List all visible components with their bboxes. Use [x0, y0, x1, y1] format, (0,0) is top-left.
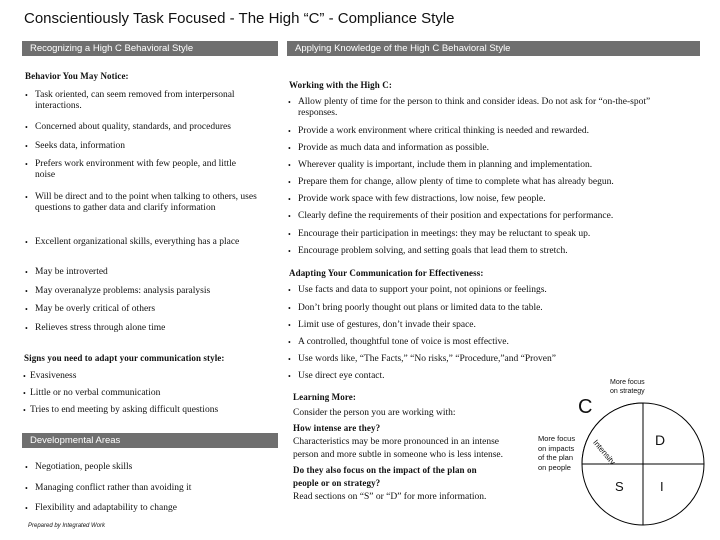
people-note-line: on people [538, 462, 571, 472]
list-item: • Excellent organizational skills, everything has a place [24, 237, 256, 248]
people-note-line: on impacts [538, 443, 575, 453]
adapting-heading: Adapting Your Communication for Effectiveness: [289, 268, 484, 278]
list-item: • Flexibility and adaptability to change [24, 503, 276, 514]
list-item: • Use facts and data to support your point, not opinions or feelings. [287, 285, 697, 296]
notice-heading: Behavior You May Notice: [25, 71, 129, 81]
list-item: • Provide a work environment where critical thinking is needed and rewarded. [287, 126, 697, 137]
disc-label-i: I [660, 479, 664, 494]
people-note-line: of the plan [538, 453, 574, 462]
list-item: • Provide work space with few distractions, low noise, few people. [287, 194, 697, 205]
list-item: • May be introverted [24, 267, 276, 278]
working-heading: Working with the High C: [289, 80, 392, 90]
list-item: • Task oriented, can seem removed from interpersonal interactions. [24, 90, 276, 112]
strategy-note-line: More focus [610, 379, 645, 386]
list-item: • Negotiation, people skills [24, 462, 276, 473]
list-item: • Little or no verbal communication [22, 388, 278, 399]
list-item: • Wherever quality is important, include them in planning and implementation. [287, 160, 697, 171]
disc-label-c: C [578, 396, 593, 418]
learning-text-1a: Characteristics may be more pronounced in an intense [293, 437, 500, 447]
list-item: • Concerned about quality, standards, and procedures [24, 122, 276, 133]
list-item: • Seeks data, information [24, 141, 276, 152]
learning-text-1b: person and more subtle in someone who is less intense. [293, 450, 504, 460]
list-item: • Prepare them for change, allow plenty of time to complete what has already begun. [287, 177, 697, 188]
intensity-label: Intensity [591, 438, 618, 467]
list-item: • Tries to end meeting by asking difficult questions [22, 405, 278, 416]
learning-question-focus-b: people or on strategy? [293, 478, 381, 488]
list-item: • Will be direct and to the point when talking to others, uses questions to gather data and clarify information [24, 192, 266, 214]
list-item: • May be overly critical of others [24, 304, 276, 315]
list-item: • Evasiveness [22, 371, 278, 382]
people-note-line: More focus [538, 434, 576, 443]
disc-label-d: D [655, 432, 666, 448]
list-item: • Prefers work environment with few people, and little noise [24, 159, 254, 181]
list-item: • Encourage their participation in meetings: they may be reluctant to speak up. [287, 229, 697, 240]
learning-heading: Learning More: [293, 392, 356, 402]
learning-question-focus-a: Do they also focus on the impact of the plan on [293, 465, 477, 475]
list-item: • Use words like, “The Facts,” “No risks,” “Procedure,”and “Proven” [287, 354, 697, 365]
strategy-note-line: on strategy [610, 388, 645, 395]
list-item: • Use direct eye contact. [287, 371, 587, 382]
learning-text-2: Read sections on “S” or “D” for more information. [293, 492, 487, 502]
strategy-focus-note [610, 378, 645, 396]
learning-question-intensity: How intense are they? [293, 423, 381, 433]
disc-label-s: S [615, 479, 624, 494]
list-item: • Clearly define the requirements of their position and expectations for performance. [287, 211, 697, 222]
list-item: • Provide as much data and information as possible. [287, 143, 697, 154]
people-focus-note [538, 434, 575, 472]
list-item: • Managing conflict rather than avoiding it [24, 483, 276, 494]
developmental-areas-header: Developmental Areas [22, 433, 278, 448]
list-item: • Allow plenty of time for the person to think and consider ideas. Do not ask for “on-the-spot” responses. [287, 97, 677, 119]
list-item: • Don’t bring poorly thought out plans or limited data to the table. [287, 303, 697, 314]
list-item: • Limit use of gestures, don’t invade their space. [287, 320, 697, 331]
signs-heading: Signs you need to adapt your communication style: [24, 353, 225, 363]
list-item: • May overanalyze problems: analysis paralysis [24, 286, 276, 297]
footer-credit: Prepared by Integrated Work [28, 523, 106, 529]
list-item: • Relieves stress through alone time [24, 323, 276, 334]
right-section-header: Applying Knowledge of the High C Behavioral Style [287, 41, 700, 56]
list-item: • Encourage problem solving, and setting goals that lead them to stretch. [287, 246, 697, 257]
list-item: • A controlled, thoughtful tone of voice is most effective. [287, 337, 697, 348]
page-title: Conscientiously Task Focused - The High “C” - Compliance Style [24, 10, 455, 27]
learning-intro: Consider the person you are working with: [293, 408, 456, 418]
left-section-header: Recognizing a High C Behavioral Style [22, 41, 278, 56]
